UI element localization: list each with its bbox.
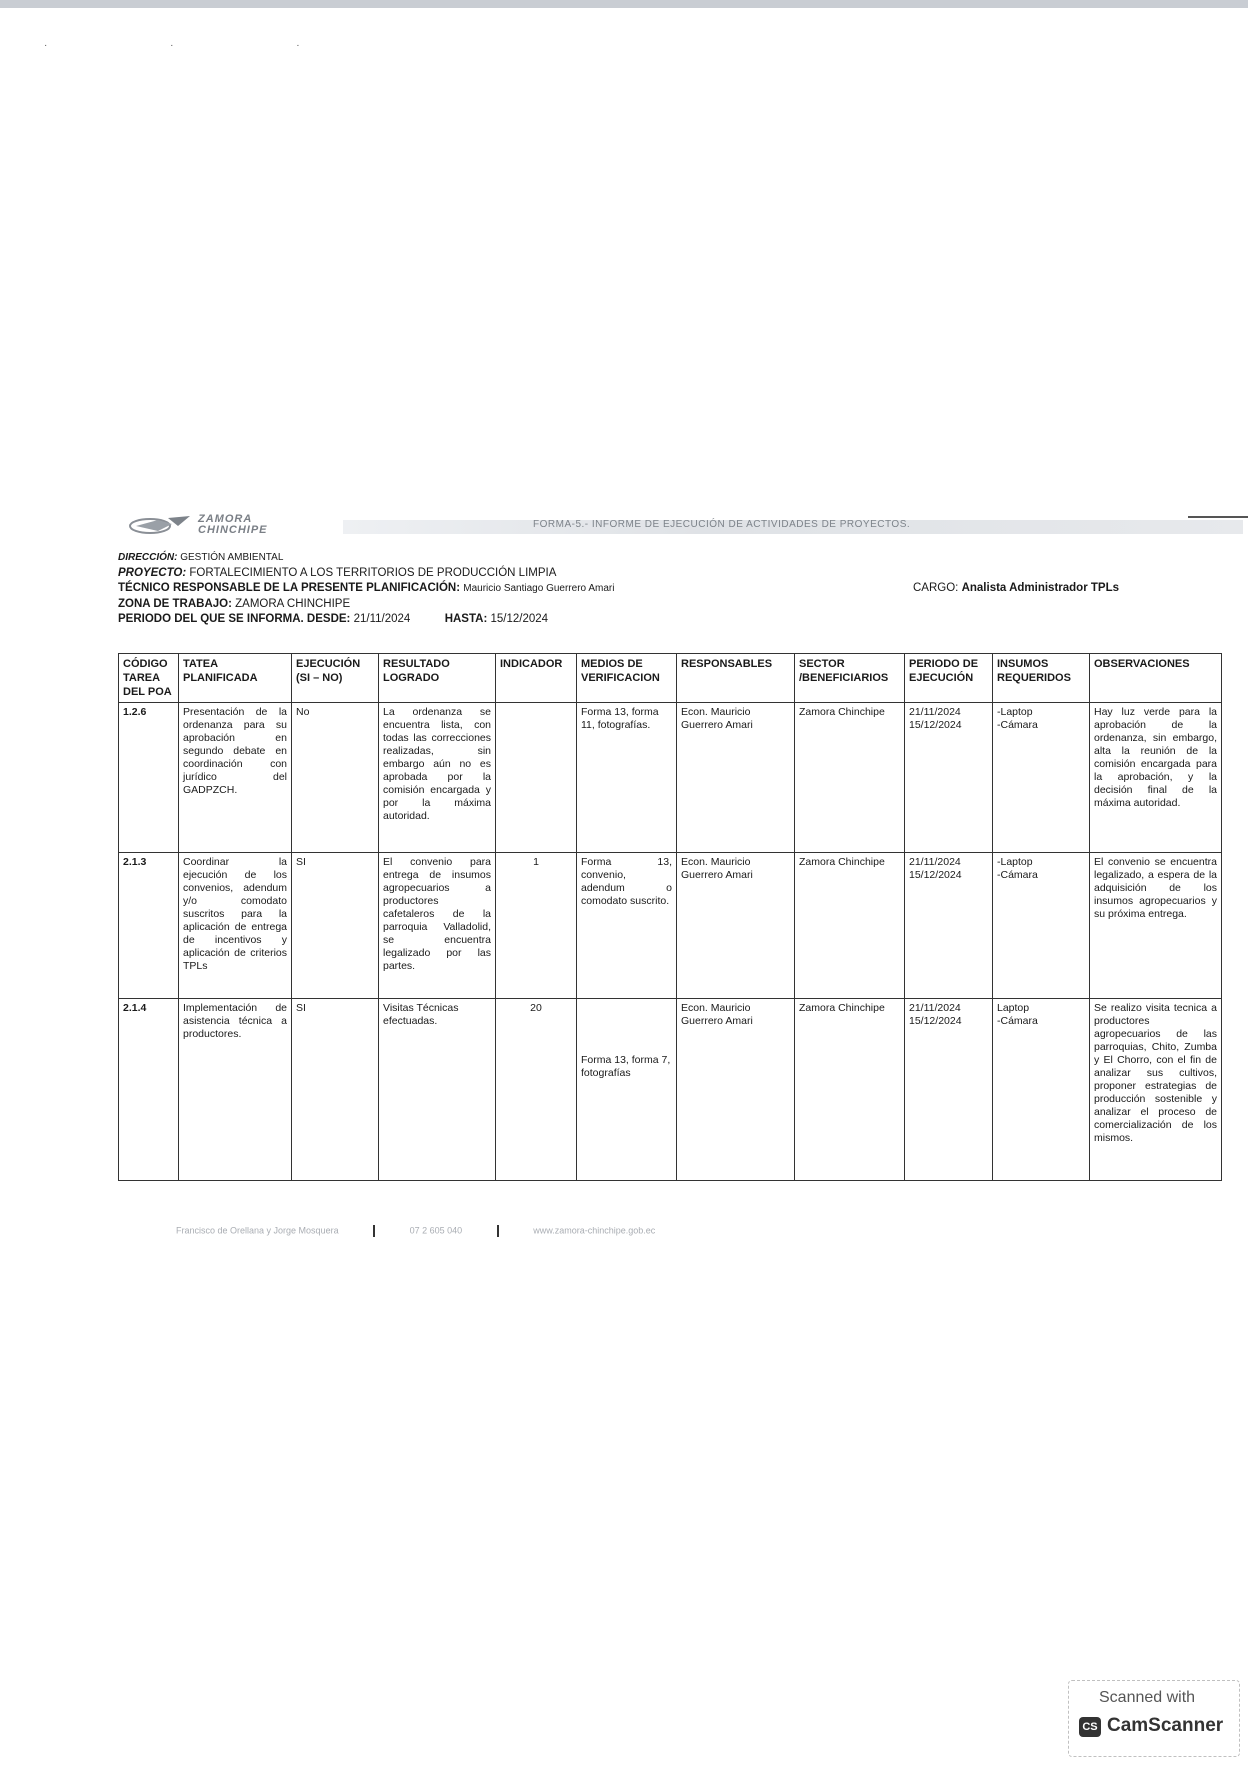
insumo-item: -Cámara: [997, 719, 1038, 731]
footer-address: Francisco de Orellana y Jorge Mosquera: [176, 1225, 339, 1236]
cell-medios: [577, 999, 677, 1181]
institution-logo: [128, 514, 318, 536]
footer-divider: [373, 1225, 375, 1237]
tecnico-label: TÉCNICO RESPONSABLE DE LA PRESENTE PLANIFICACIÓN:: [118, 582, 461, 594]
cell-resultado: El convenio para entrega de insumos agropecuarios a productores cafetaleros de la parroquia Valladolid, se encuentra legalizado por las partes.: [379, 853, 496, 999]
proyecto-label: PROYECTO:: [118, 566, 187, 579]
direccion-row: [118, 550, 1238, 566]
camscanner-watermark: [1068, 1680, 1240, 1757]
logo-emblem-icon: [128, 514, 198, 536]
cell-periodo: [905, 853, 993, 999]
cell-ejecucion: No: [292, 703, 379, 853]
insumo-item: -Laptop: [997, 856, 1033, 868]
proyecto-value: FORTALECIMIENTO A LOS TERRITORIOS DE PRODUCCIÓN LIMPIA: [189, 566, 557, 579]
cell-codigo: 2.1.3: [119, 853, 179, 999]
scan-top-edge: [0, 0, 1248, 8]
periodo-desde: 21/11/2024: [909, 856, 961, 868]
periodo-hasta: 15/12/2024: [909, 719, 962, 731]
footer-web: www.zamora-chinchipe.gob.ec: [533, 1225, 656, 1236]
cell-tarea: Implementación de asistencia técnica a productores.: [179, 999, 292, 1181]
cell-tarea: Presentación de la ordenanza para su aprobación en segundo debate en coordinación con jurídico del GADPZCH.: [179, 703, 292, 853]
page-footer: [176, 1225, 655, 1237]
header-sector: SECTOR /BENEFICIARIOS: [795, 654, 905, 703]
insumo-item: Laptop: [997, 1002, 1030, 1014]
cell-insumos: [993, 853, 1090, 999]
direccion-value: GESTIÓN AMBIENTAL: [180, 552, 284, 563]
cell-indicador: [496, 703, 577, 853]
cell-resultado: Visitas Técnicas efectuadas.: [379, 999, 496, 1181]
cell-observaciones: Se realizo visita tecnica a productores agropecuarios de las parroquias, Chito, Zumba y El Chorro, con el fin de analizar sus cultivos, proponer estrategias de producción sostenible y analizar el proceso de comercialización de los mismos.: [1090, 999, 1222, 1181]
medios-text: Forma 13, forma 7, fotografías: [581, 1054, 671, 1079]
cell-ejecucion: SI: [292, 853, 379, 999]
table-header-row: [119, 654, 1222, 703]
header-codigo: CÓDIGO TAREA DEL POA: [119, 654, 179, 703]
footer-phone: 07 2 605 040: [409, 1225, 463, 1236]
desde-value: 21/11/2024: [353, 613, 411, 625]
periodo-label: PERIODO DEL QUE SE INFORMA. DESDE:: [118, 613, 351, 625]
scan-specks: · · ·: [44, 40, 360, 51]
form-title: FORMA-5.- INFORME DE EJECUCIÓN DE ACTIVIDADES DE PROYECTOS.: [533, 519, 911, 530]
cell-resultado: La ordenanza se encuentra lista, con todas las correcciones realizadas, sin embargo aún no es aprobada por la comisión encargada y por la máxima autoridad.: [379, 703, 496, 853]
footer-divider: [497, 1225, 499, 1237]
cell-indicador: 1: [496, 853, 577, 999]
periodo-desde: 21/11/2024: [909, 1002, 961, 1014]
cell-codigo: 1.2.6: [119, 703, 179, 853]
table-row: [119, 999, 1222, 1181]
header-ejecucion: EJECUCIÓN (SI – NO): [292, 654, 379, 703]
insumo-item: -Cámara: [997, 869, 1038, 881]
camscanner-name: CamScanner: [1107, 1715, 1224, 1736]
header-tarea: TATEA PLANIFICADA: [179, 654, 292, 703]
tecnico-value: Mauricio Santiago Guerrero Amari: [463, 583, 615, 594]
cell-responsables: Econ. Mauricio Guerrero Amari: [677, 853, 795, 999]
cell-insumos: [993, 999, 1090, 1181]
cell-periodo: [905, 703, 993, 853]
periodo-row: [118, 612, 1238, 628]
banner-rule: [1188, 516, 1248, 518]
header-insumos: INSUMOS REQUERIDOS: [993, 654, 1090, 703]
logo-text: ZAMORA CHINCHIPE: [198, 513, 268, 536]
table-row: [119, 703, 1222, 853]
letterhead: [128, 512, 1248, 540]
cell-responsables: Econ. Mauricio Guerrero Amari: [677, 999, 795, 1181]
periodo-hasta: 15/12/2024: [909, 1015, 962, 1027]
cell-codigo: 2.1.4: [119, 999, 179, 1181]
cell-sector: Zamora Chinchipe: [795, 703, 905, 853]
cell-indicador: 20: [496, 999, 577, 1181]
header-resultado: RESULTADO LOGRADO: [379, 654, 496, 703]
proyecto-row: [118, 566, 1238, 582]
report-metadata: [118, 550, 1238, 628]
cargo: [913, 581, 1119, 597]
cell-insumos: [993, 703, 1090, 853]
cell-observaciones: El convenio se encuentra legalizado, a espera de la adquisición de los insumos agropecuarios y su próxima entrega.: [1090, 853, 1222, 999]
cell-observaciones: Hay luz verde para la aprobación de la ordenanza, sin embargo, alta la reunión de la comisión encargada para la aprobación, y la decisión final de la máxima autoridad.: [1090, 703, 1222, 853]
zona-value: ZAMORA CHINCHIPE: [235, 597, 351, 610]
cell-sector: Zamora Chinchipe: [795, 853, 905, 999]
activities-table: [118, 653, 1222, 1181]
periodo-hasta: 15/12/2024: [909, 869, 962, 881]
header-periodo: PERIODO DE EJECUCIÓN: [905, 654, 993, 703]
header-indicador: INDICADOR: [496, 654, 577, 703]
insumo-item: -Laptop: [997, 706, 1033, 718]
cell-sector: Zamora Chinchipe: [795, 999, 905, 1181]
periodo-desde: 21/11/2024: [909, 706, 961, 718]
cargo-value: Analista Administrador TPLs: [961, 582, 1119, 594]
cell-periodo: [905, 999, 993, 1181]
cell-ejecucion: SI: [292, 999, 379, 1181]
zona-label: ZONA DE TRABAJO:: [118, 597, 232, 610]
tecnico-row: [118, 581, 1238, 597]
header-observaciones: OBSERVACIONES: [1090, 654, 1222, 703]
hasta-label: HASTA:: [444, 613, 488, 625]
cargo-label: CARGO:: [913, 582, 959, 594]
cell-tarea: Coordinar la ejecución de los convenios, adendum y/o comodato suscritos para la aplicación de entrega de incentivos y aplicación de criterios TPLs: [179, 853, 292, 999]
table-row: [119, 853, 1222, 999]
camscanner-logo-icon: CS: [1079, 1717, 1101, 1737]
zona-row: [118, 597, 1238, 613]
cell-responsables: Econ. Mauricio Guerrero Amari: [677, 703, 795, 853]
insumo-item: -Cámara: [997, 1015, 1038, 1027]
scanned-with-label: Scanned with: [1099, 1689, 1196, 1706]
header-medios: MEDIOS DE VERIFICACION: [577, 654, 677, 703]
hasta-value: 15/12/2024: [490, 613, 549, 625]
header-responsables: RESPONSABLES: [677, 654, 795, 703]
cell-medios: Forma 13, convenio, adendum o comodato suscrito.: [577, 853, 677, 999]
cell-medios: Forma 13, forma 11, fotografías.: [577, 703, 677, 853]
direccion-label: DIRECCIÓN:: [118, 552, 178, 563]
